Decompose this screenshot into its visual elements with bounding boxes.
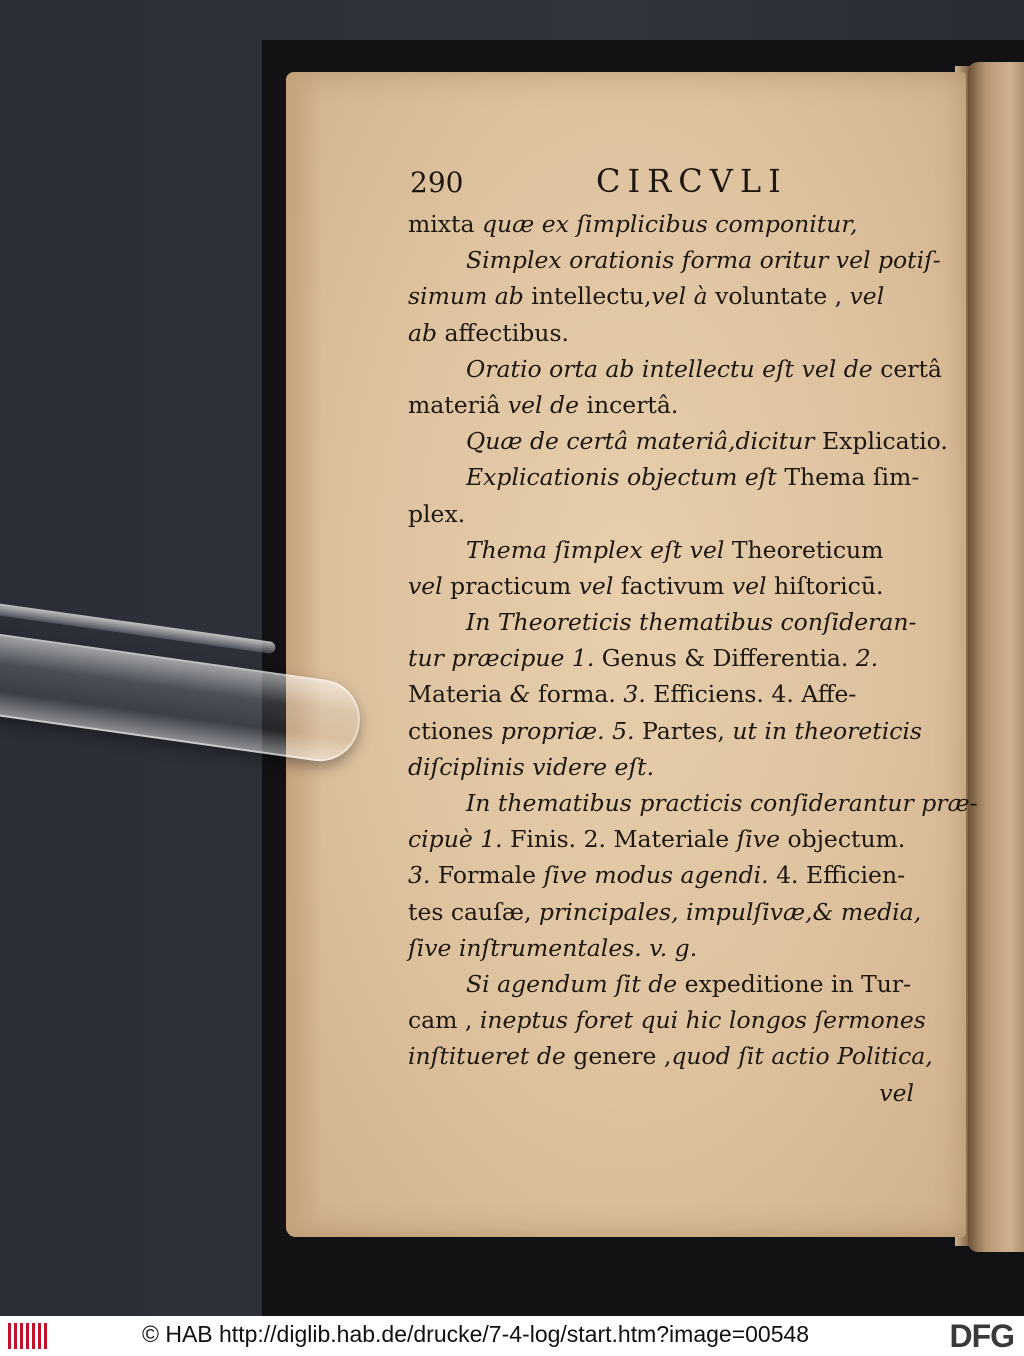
text-segment: materiâ: [408, 390, 508, 419]
text-line: [408, 532, 928, 568]
text-segment: Thema ſimplex eſt vel: [466, 535, 732, 564]
text-segment: forma.: [538, 680, 624, 709]
text-segment: vel: [849, 282, 885, 311]
text-segment: diſciplinis videre eſt.: [408, 752, 655, 781]
text-segment: Partes,: [641, 716, 733, 745]
text-segment: &: [509, 680, 539, 709]
text-line: [408, 857, 928, 893]
text-segment: Efficiens. 4. Affe-: [653, 680, 857, 709]
text-line: [408, 821, 928, 857]
text-segment: objectum.: [787, 825, 906, 854]
text-segment: practicum: [450, 571, 579, 600]
text-segment: factivum: [620, 571, 732, 600]
text-segment: cam ,: [408, 1006, 480, 1035]
text-segment: Explicatio.: [822, 427, 948, 456]
text-line: [408, 1038, 933, 1074]
text-segment: vel: [731, 571, 774, 600]
text-segment: ut in theoreticis: [732, 716, 922, 745]
text-line: [408, 278, 928, 314]
page-number: 290: [410, 166, 464, 199]
text-segment: Genus & Differentia.: [601, 644, 856, 673]
text-segment: tes cauſæ,: [408, 897, 539, 926]
text-line: [408, 568, 928, 604]
text-segment: simum ab: [408, 282, 532, 311]
text-line: [408, 966, 928, 1002]
text-segment: tur præcipue 1.: [408, 644, 602, 673]
text-line: [408, 749, 928, 785]
text-line: [408, 351, 942, 387]
text-line: [408, 785, 978, 821]
text-segment: propriæ. 5.: [500, 716, 642, 745]
text-segment: vel de: [507, 390, 587, 419]
text-line: [408, 676, 928, 712]
text-segment: incertâ.: [586, 390, 679, 419]
text-segment: Materia: [408, 680, 510, 709]
text-segment: ſive modus agendi.: [543, 861, 777, 890]
text-segment: In Theoreticis thematibus conſideran-: [466, 608, 917, 637]
page-header: [408, 160, 928, 206]
text-line: [408, 206, 928, 242]
source-url[interactable]: © HAB http://diglib.hab.de/drucke/7-4-log/start.htm?image=00548: [142, 1321, 810, 1347]
text-segment: voluntate ,: [715, 282, 850, 311]
barcode-icon: [8, 1323, 48, 1349]
text-line: [408, 387, 928, 423]
text-lines: [408, 206, 978, 1111]
text-segment: inſtitueret de: [408, 1042, 574, 1071]
text-line: [408, 423, 948, 459]
text-line: [408, 242, 941, 278]
text-segment: Explicationis objectum eſt: [466, 463, 785, 492]
text-segment: Si agendum ſit de: [466, 969, 685, 998]
dfg-logo: DFG: [949, 1318, 1014, 1354]
text-segment: In thematibus practicis conſiderantur præ-: [466, 789, 978, 817]
text-line: [408, 1075, 928, 1111]
text-segment: ab: [408, 318, 445, 347]
text-segment: 3.: [408, 861, 438, 890]
text-segment: affectibus.: [444, 318, 569, 347]
text-segment: expeditione in Tur-: [684, 969, 912, 998]
text-line: [408, 315, 928, 351]
text-line: [408, 930, 928, 966]
page-holder-arm: [0, 630, 365, 766]
text-segment: certâ: [880, 354, 942, 383]
text-line: [408, 459, 928, 495]
running-head: CIRCVLI: [596, 162, 788, 200]
text-line: [408, 894, 928, 930]
text-segment: vel: [879, 1078, 914, 1107]
text-segment: quod ſit actio Politica,: [671, 1042, 933, 1071]
text-segment: 3.: [623, 680, 654, 709]
text-segment: vel: [578, 571, 621, 600]
text-segment: Formale: [437, 861, 544, 890]
text-line: [408, 604, 928, 640]
text-segment: 4. Efficien-: [776, 861, 906, 890]
text-segment: Quæ de certâ materiâ,dicitur: [466, 427, 822, 456]
text-segment: vel à: [651, 282, 716, 311]
text-segment: 2.: [855, 644, 879, 673]
page-text: [408, 160, 978, 1111]
text-segment: mixta: [408, 210, 482, 238]
text-segment: genere ,: [573, 1042, 672, 1071]
footer-bar: [0, 1316, 1024, 1356]
text-segment: Thema ſim-: [784, 463, 920, 492]
text-segment: principales, impulſivæ,& media,: [538, 897, 922, 926]
text-segment: ſive: [736, 825, 788, 854]
text-segment: Oratio orta ab intellectu eſt vel de: [466, 354, 881, 383]
text-segment: quæ ex ſimplicibus componitur,: [481, 210, 858, 238]
text-segment: ctiones: [408, 716, 501, 745]
text-line: [408, 640, 928, 676]
facing-page-edge: [968, 62, 1024, 1252]
text-line: [408, 496, 928, 532]
text-segment: ſive inſtrumentales. v. g.: [408, 933, 698, 962]
text-line: [408, 1002, 928, 1038]
text-segment: vel: [408, 571, 451, 600]
text-segment: Simplex orationis forma oritur vel potiſ-: [466, 246, 941, 275]
text-segment: Finis. 2. Materiale: [510, 825, 737, 854]
text-segment: plex.: [408, 499, 466, 528]
text-line: [408, 713, 928, 749]
text-segment: cipuè 1.: [408, 825, 511, 854]
text-segment: Theoreticum: [731, 535, 884, 564]
text-segment: intellectu,: [531, 282, 652, 311]
text-segment: ineptus foret qui hic longos ſermones: [479, 1006, 926, 1035]
text-segment: hiſtoricū.: [773, 571, 884, 600]
